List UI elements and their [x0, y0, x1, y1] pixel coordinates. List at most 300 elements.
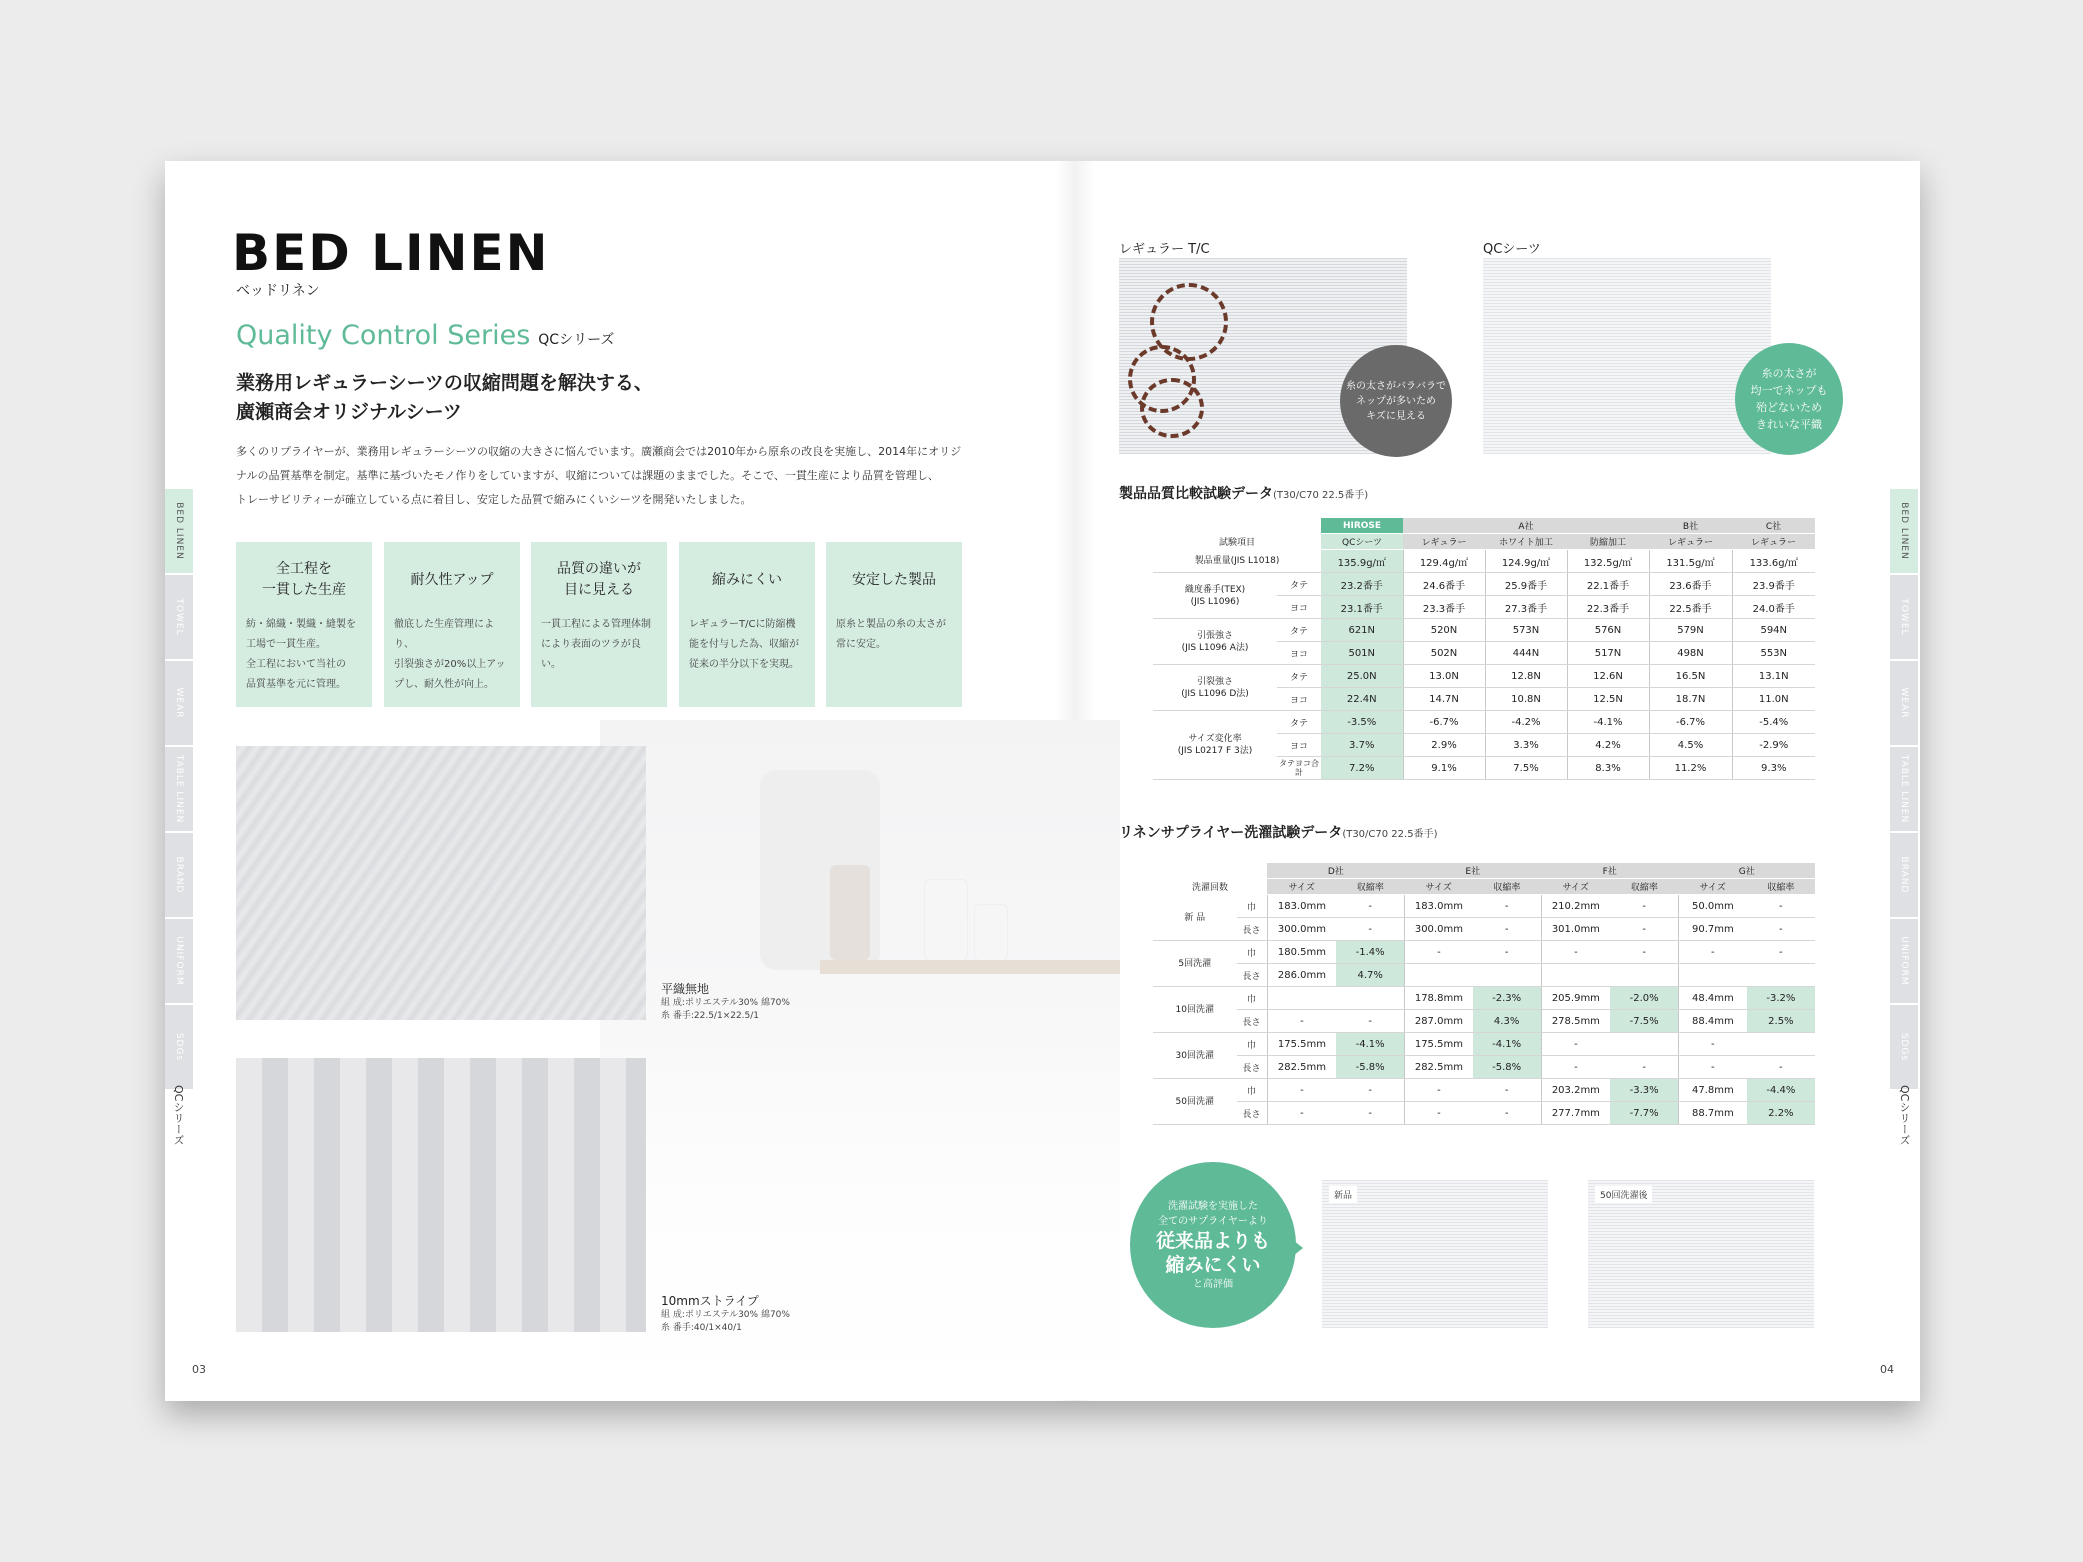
fabric-spec: 組 成:ポリエステル30% 綿70% — [661, 1310, 790, 1320]
callout-headline: 縮みにくい — [1165, 1253, 1261, 1276]
table-header-cell: D社 — [1267, 863, 1404, 879]
feature-desc-line: 引裂強さが20%以上アッ — [394, 659, 506, 670]
page-number-left: 03 — [192, 1363, 206, 1376]
item-line: (JIS L1096) — [1190, 596, 1240, 607]
table-cell: 3.3% — [1485, 734, 1567, 757]
table-cell: 22.5番手 — [1649, 596, 1732, 619]
feature-desc — [394, 615, 512, 695]
table-cell: - — [1405, 1102, 1473, 1125]
feature-desc-line: により表面のツラが良い。 — [541, 639, 641, 670]
wash-result-callout — [1130, 1162, 1296, 1328]
table-cell — [1747, 964, 1815, 987]
series-name: Quality Control Series — [236, 320, 531, 351]
table-header-cell — [1277, 518, 1321, 534]
table-cell: 553N — [1732, 642, 1815, 665]
fabric-caption — [661, 980, 790, 1023]
table-header-cell — [1237, 863, 1268, 879]
section-heading: 製品品質比較試験データ — [1119, 486, 1273, 502]
table-cell: - — [1267, 1079, 1336, 1102]
table-cell: 135.9g/㎡ — [1321, 550, 1403, 573]
table-cell: 517N — [1567, 642, 1649, 665]
item-line: 織度番手(TEX) — [1184, 584, 1246, 595]
index-tab-label: TABLE LINEN — [1899, 754, 1909, 824]
table-cell: 14.7N — [1403, 688, 1485, 711]
table-header-cell: ホワイト加工 — [1485, 534, 1567, 550]
feature-box — [384, 542, 520, 707]
index-tab[interactable] — [1890, 919, 1918, 1003]
callout-line: 全てのサプライヤーより — [1158, 1215, 1268, 1227]
table-cell: 203.2mm — [1541, 1079, 1610, 1102]
table-cell: 124.9g/㎡ — [1485, 550, 1567, 573]
lead-text — [236, 369, 653, 427]
feature-desc-line: 原糸と製品の糸の太さが — [836, 619, 946, 630]
table-header-row — [1153, 863, 1815, 879]
table-header-cell: QCシーツ — [1321, 534, 1403, 550]
fabric-name: 10mmストライプ — [661, 1294, 759, 1308]
index-tab[interactable] — [165, 747, 193, 831]
table-cell: 444N — [1485, 642, 1567, 665]
table-row — [1153, 1033, 1815, 1056]
index-tab[interactable] — [165, 489, 193, 573]
table-cell: 24.6番手 — [1403, 573, 1485, 596]
index-tab-label: BED LINEN — [174, 502, 184, 560]
item-line: (JIS L1096 D法) — [1181, 688, 1249, 699]
table-cell: -6.7% — [1649, 711, 1732, 734]
swatch-label: レギュラー T/C — [1119, 242, 1210, 257]
table-cell: - — [1267, 1102, 1336, 1125]
table-header-cell: 収縮率 — [1610, 879, 1678, 895]
table-cell: ヨコ — [1277, 734, 1321, 757]
body-line: ナルの品質基準を制定。基準に基づいたモノ作りをしていますが、収縮については課題のままでした。そこで、一貫生産により品質を管理し、 — [236, 469, 939, 482]
table-cell: 巾 — [1237, 941, 1268, 964]
bubble-line: きれいな平織 — [1756, 418, 1822, 431]
table-cell: - — [1610, 1056, 1678, 1079]
table-cell: 12.6N — [1567, 665, 1649, 688]
index-tab-label: BED LINEN — [1899, 502, 1909, 560]
table-cell: -4.2% — [1485, 711, 1567, 734]
table-cell: 4.3% — [1473, 1010, 1541, 1033]
table-cell: 282.5mm — [1267, 1056, 1336, 1079]
feature-desc-line: レギュラーT/Cに防縮機 — [689, 619, 796, 630]
table-row — [1153, 987, 1815, 1010]
tab-note-left: QCシリーズ — [172, 1085, 185, 1146]
table-cell: - — [1473, 1079, 1541, 1102]
table-cell: 50回洗濯 — [1153, 1079, 1237, 1125]
table-header-cell: サイズ — [1541, 879, 1610, 895]
table-cell: -5.8% — [1473, 1056, 1541, 1079]
item-line: (JIS L0217 F 3法) — [1177, 746, 1253, 756]
bubble-line: 均一でネップも — [1750, 384, 1828, 397]
table-cell: 4.5% — [1649, 734, 1732, 757]
feature-box — [826, 542, 962, 707]
bubble-line: 糸の太さが — [1761, 367, 1817, 380]
body-line: 多くのリプライヤーが、業務用レギュラーシーツの収縮の大きさに悩んでいます。廣瀬商会では2010年から原糸の改良を実施し、2014年にオリジ — [236, 445, 962, 458]
table-header-row — [1153, 534, 1815, 550]
feature-desc-line: 紡・綿織・製織・縫製を — [246, 619, 356, 630]
feature-title-line: 全工程を — [276, 561, 332, 577]
table-cell: 175.5mm — [1405, 1033, 1473, 1056]
table-cell: 9.3% — [1732, 757, 1815, 780]
table-header-cell: サイズ — [1405, 879, 1473, 895]
table-header-cell: A社 — [1403, 518, 1649, 534]
fabric-spec: 組 成:ポリエステル30% 綿70% — [661, 998, 790, 1008]
table-cell: -7.5% — [1610, 1010, 1678, 1033]
swatch-label: QCシーツ — [1483, 242, 1541, 257]
table-cell: 48.4mm — [1678, 987, 1746, 1010]
table-cell — [1153, 619, 1277, 665]
table-cell: 300.0mm — [1405, 918, 1473, 941]
table-cell: 11.0N — [1732, 688, 1815, 711]
table-cell: 133.6g/㎡ — [1732, 550, 1815, 573]
feature-title-line: 一貫した生産 — [262, 582, 346, 598]
qc-note-bubble — [1735, 343, 1843, 455]
bubble-line: ネップが多いため — [1356, 395, 1436, 407]
table-cell: -3.5% — [1321, 711, 1403, 734]
table-cell: 長さ — [1237, 918, 1268, 941]
item-line: サイズ変化率 — [1188, 734, 1242, 744]
table-cell: 巾 — [1237, 987, 1268, 1010]
index-tab-label: WEAR — [1899, 687, 1909, 719]
table-cell — [1405, 964, 1473, 987]
table-cell: 131.5g/㎡ — [1649, 550, 1732, 573]
index-tab[interactable] — [1890, 747, 1918, 831]
table-cell: 301.0mm — [1541, 918, 1610, 941]
table-cell: タテ — [1277, 619, 1321, 642]
table-cell: - — [1678, 1033, 1746, 1056]
fabric-name: 平織無地 — [661, 982, 710, 996]
table-cell: 22.4N — [1321, 688, 1403, 711]
table-row — [1153, 1056, 1815, 1079]
feature-desc — [246, 615, 364, 695]
table-cell: - — [1405, 1079, 1473, 1102]
table-cell: - — [1541, 1033, 1610, 1056]
qc-sheet-swatch — [1483, 258, 1771, 454]
series-name-jp: QCシリーズ — [538, 332, 615, 348]
table-cell — [1267, 987, 1336, 1010]
table-cell: 498N — [1649, 642, 1732, 665]
table-cell: 132.5g/㎡ — [1567, 550, 1649, 573]
table-cell: 長さ — [1237, 964, 1268, 987]
table-cell: 502N — [1403, 642, 1485, 665]
series-title — [236, 320, 614, 351]
table-cell: 24.0番手 — [1732, 596, 1815, 619]
table-cell: 10.8N — [1485, 688, 1567, 711]
bubble-line: 殆どないため — [1756, 401, 1822, 414]
feature-box — [531, 542, 667, 707]
feature-desc-line: 一貫工程による管理体制 — [541, 619, 651, 630]
feature-desc-line: 全工程において当社の — [246, 659, 346, 670]
table-cell: 長さ — [1237, 1010, 1268, 1033]
index-tab[interactable] — [165, 575, 193, 659]
table-cell: 520N — [1403, 619, 1485, 642]
table-cell: - — [1267, 1010, 1336, 1033]
index-tab[interactable] — [165, 1005, 193, 1089]
table-cell: 621N — [1321, 619, 1403, 642]
table-cell — [1541, 964, 1610, 987]
page-number-right: 04 — [1880, 1363, 1894, 1376]
index-tab-label: TABLE LINEN — [174, 754, 184, 824]
table-cell: - — [1336, 1102, 1404, 1125]
feature-title-line: 品質の違いが — [557, 561, 641, 577]
quality-table — [1153, 518, 1815, 780]
table-header-cell: 収縮率 — [1473, 879, 1541, 895]
table-cell: ヨコ — [1277, 596, 1321, 619]
table-cell: - — [1610, 895, 1678, 918]
table-cell: 205.9mm — [1541, 987, 1610, 1010]
table-header-cell: 防縮加工 — [1567, 534, 1649, 550]
table-cell: -5.4% — [1732, 711, 1815, 734]
table-cell — [1747, 1033, 1815, 1056]
table-header-cell: レギュラー — [1732, 534, 1815, 550]
feature-desc-line: 従来の半分以下を実現。 — [689, 659, 799, 670]
index-tabs-right — [1890, 489, 1918, 1091]
table-cell — [1678, 964, 1746, 987]
defect-circle — [1140, 378, 1204, 438]
index-tab-label: SDGs — [1899, 1032, 1909, 1062]
table-cell: -5.8% — [1336, 1056, 1404, 1079]
table-cell: タテ — [1277, 711, 1321, 734]
item-line: 引裂強さ — [1196, 676, 1233, 687]
fabric-spec: 糸 番手:22.5/1×22.5/1 — [661, 1011, 760, 1021]
fabric-photo-plain — [236, 746, 646, 1020]
index-tab-label: TOWEL — [1899, 598, 1909, 636]
table-row — [1153, 941, 1815, 964]
table-row — [1153, 550, 1815, 573]
table-cell: 23.6番手 — [1649, 573, 1732, 596]
table-cell: 210.2mm — [1541, 895, 1610, 918]
index-tab[interactable] — [1890, 575, 1918, 659]
feature-desc-line: 品質基準を元に管理。 — [246, 679, 346, 690]
table-header-cell — [1153, 518, 1277, 534]
table-row — [1153, 918, 1815, 941]
table-cell — [1153, 665, 1277, 711]
bubble-line: 糸の太さがバラバラで — [1346, 380, 1446, 392]
table-cell: 2.9% — [1403, 734, 1485, 757]
table-cell: -2.0% — [1610, 987, 1678, 1010]
table-header-cell: レギュラー — [1649, 534, 1732, 550]
table-cell: 23.1番手 — [1321, 596, 1403, 619]
table-header-cell: C社 — [1732, 518, 1815, 534]
feature-desc-line: 徹底した生産管理により、 — [394, 619, 494, 650]
table-cell: タテヨコ合計 — [1277, 757, 1321, 780]
feature-title-line: 安定した製品 — [852, 571, 936, 588]
index-tab-label: UNIFORM — [174, 936, 184, 986]
shelf-photo-shape — [820, 960, 1120, 974]
table-cell: 5回洗濯 — [1153, 941, 1237, 987]
table-cell: 286.0mm — [1267, 964, 1336, 987]
index-tab-label: SDGs — [174, 1032, 184, 1062]
table-header-cell: B社 — [1649, 518, 1732, 534]
table-cell: 巾 — [1237, 1033, 1268, 1056]
table-cell: -2.9% — [1732, 734, 1815, 757]
fabric-caption — [661, 1292, 790, 1335]
table-cell: -4.4% — [1747, 1079, 1815, 1102]
wash-table-title — [1119, 822, 1437, 842]
table-cell: 12.5N — [1567, 688, 1649, 711]
table-cell: - — [1336, 918, 1404, 941]
table-header-cell: E社 — [1405, 863, 1541, 879]
fabric-spec: 糸 番手:40/1×40/1 — [661, 1323, 742, 1333]
table-cell: 12.8N — [1485, 665, 1567, 688]
table-cell: 183.0mm — [1405, 895, 1473, 918]
table-header-row — [1153, 518, 1815, 534]
callout-line: 洗濯試験を実施した — [1167, 1200, 1258, 1212]
index-tab[interactable] — [165, 833, 193, 917]
feature-box — [236, 542, 372, 707]
table-header-cell: HIROSE — [1321, 518, 1403, 534]
table-cell: 11.2% — [1649, 757, 1732, 780]
index-tab-label: WEAR — [174, 687, 184, 719]
table-cell: -4.1% — [1473, 1033, 1541, 1056]
index-tab[interactable] — [165, 661, 193, 745]
table-cell: タテ — [1277, 573, 1321, 596]
table-cell: 2.2% — [1747, 1102, 1815, 1125]
table-cell: -2.3% — [1473, 987, 1541, 1010]
table-cell: 300.0mm — [1267, 918, 1336, 941]
table-row — [1153, 1102, 1815, 1125]
table-cell: 22.1番手 — [1567, 573, 1649, 596]
table-cell: 巾 — [1237, 895, 1268, 918]
swatch-tag: 新品 — [1329, 1186, 1357, 1203]
feature-desc-line: 工場で一貫生産。 — [246, 639, 326, 650]
table-header-cell: 収縮率 — [1336, 879, 1404, 895]
table-cell: 25.0N — [1321, 665, 1403, 688]
table-cell: 7.5% — [1485, 757, 1567, 780]
table-cell: 3.7% — [1321, 734, 1403, 757]
table-cell — [1610, 964, 1678, 987]
table-cell: -4.1% — [1567, 711, 1649, 734]
table-cell: 287.0mm — [1405, 1010, 1473, 1033]
table-cell: 製品重量(JIS L1018) — [1153, 550, 1321, 573]
tab-note-right: QCシリーズ — [1898, 1085, 1911, 1146]
section-heading: リネンサプライヤー洗濯試験データ — [1119, 825, 1343, 841]
table-header-cell: サイズ — [1267, 879, 1336, 895]
table-cell: -3.3% — [1610, 1079, 1678, 1102]
callout-headline: 従来品よりも — [1155, 1229, 1270, 1252]
table-row — [1153, 964, 1815, 987]
page-subtitle: ベッドリネン — [236, 283, 320, 299]
index-tab-label: TOWEL — [174, 598, 184, 636]
table-cell: 579N — [1649, 619, 1732, 642]
index-tab[interactable] — [1890, 489, 1918, 573]
table-row — [1153, 895, 1815, 918]
table-cell: - — [1473, 1102, 1541, 1125]
feature-desc-line: 常に安定。 — [836, 639, 886, 650]
table-cell: 23.2番手 — [1321, 573, 1403, 596]
feature-desc — [836, 615, 954, 655]
table-cell: -1.4% — [1336, 941, 1404, 964]
feature-title — [531, 558, 667, 602]
index-tab[interactable] — [165, 919, 193, 1003]
quality-table-title — [1119, 483, 1368, 503]
table-cell: 9.1% — [1403, 757, 1485, 780]
table-cell: 129.4g/㎡ — [1403, 550, 1485, 573]
table-cell — [1610, 1033, 1678, 1056]
feature-title-line: 耐久性アップ — [410, 571, 494, 588]
table-cell: ヨコ — [1277, 642, 1321, 665]
table-cell: -4.1% — [1336, 1033, 1404, 1056]
table-cell: ヨコ — [1277, 688, 1321, 711]
table-cell: 長さ — [1237, 1056, 1268, 1079]
callout-line: と高評価 — [1192, 1278, 1233, 1290]
body-paragraph — [236, 440, 966, 512]
table-cell: - — [1747, 895, 1815, 918]
table-cell: - — [1473, 918, 1541, 941]
table-header-cell: 収縮率 — [1747, 879, 1815, 895]
feature-desc-line: 能を付与した為、収縮が — [689, 639, 799, 650]
table-cell: - — [1610, 918, 1678, 941]
table-cell: 13.0N — [1403, 665, 1485, 688]
table-header-cell: レギュラー — [1403, 534, 1485, 550]
table-header-cell: サイズ — [1678, 879, 1746, 895]
table-row — [1153, 1010, 1815, 1033]
table-header-cell: G社 — [1678, 863, 1815, 879]
table-cell: - — [1747, 918, 1815, 941]
item-line: 引張強さ — [1196, 630, 1233, 641]
table-row — [1153, 619, 1815, 642]
wash-table — [1153, 863, 1815, 1125]
vase-photo-shape — [830, 865, 870, 960]
body-line: トレーサビリティーが確立している点に着目し、安定した品質で縮みにくいシーツを開発いたしました。 — [236, 493, 752, 506]
section-subheading: (T30/C70 22.5番手) — [1273, 490, 1369, 501]
table-cell — [1153, 711, 1277, 780]
table-cell: 88.4mm — [1678, 1010, 1746, 1033]
table-cell: - — [1541, 941, 1610, 964]
table-row — [1153, 711, 1815, 734]
table-cell: 178.8mm — [1405, 987, 1473, 1010]
table-cell: -7.7% — [1610, 1102, 1678, 1125]
table-cell: - — [1610, 941, 1678, 964]
table-cell: 4.7% — [1336, 964, 1404, 987]
table-cell: 23.9番手 — [1732, 573, 1815, 596]
feature-title — [826, 558, 962, 602]
table-cell: 25.9番手 — [1485, 573, 1567, 596]
table-cell: 90.7mm — [1678, 918, 1746, 941]
lead-line: 廣瀬商会オリジナルシーツ — [236, 401, 462, 423]
table-cell — [1473, 964, 1541, 987]
feature-title-line: 目に見える — [564, 582, 634, 598]
table-cell: -6.7% — [1403, 711, 1485, 734]
callout-pointer — [1293, 1240, 1303, 1256]
index-tab[interactable] — [1890, 833, 1918, 917]
candle-photo-shape — [925, 880, 967, 960]
table-cell: 175.5mm — [1267, 1033, 1336, 1056]
table-cell: 282.5mm — [1405, 1056, 1473, 1079]
swatch-tag: 50回洗濯後 — [1595, 1186, 1652, 1203]
feature-desc — [689, 615, 807, 675]
index-tab-label: BRAND — [174, 856, 184, 894]
index-tab[interactable] — [1890, 1005, 1918, 1089]
table-cell: -3.2% — [1747, 987, 1815, 1010]
index-tab[interactable] — [1890, 661, 1918, 745]
table-cell: 501N — [1321, 642, 1403, 665]
table-row — [1153, 665, 1815, 688]
feature-box — [679, 542, 815, 707]
table-cell: 10回洗濯 — [1153, 987, 1237, 1033]
table-cell: 180.5mm — [1267, 941, 1336, 964]
table-cell: - — [1747, 1056, 1815, 1079]
table-cell: 長さ — [1237, 1102, 1268, 1125]
table-cell: - — [1336, 1079, 1404, 1102]
table-cell: 2.5% — [1747, 1010, 1815, 1033]
feature-desc — [541, 615, 659, 675]
index-tab-label: BRAND — [1899, 856, 1909, 894]
table-cell: 576N — [1567, 619, 1649, 642]
table-row — [1153, 573, 1815, 596]
table-cell: - — [1747, 941, 1815, 964]
table-header-cell: 洗濯回数 — [1153, 879, 1267, 895]
table-header-cell: 試験項目 — [1153, 534, 1321, 550]
